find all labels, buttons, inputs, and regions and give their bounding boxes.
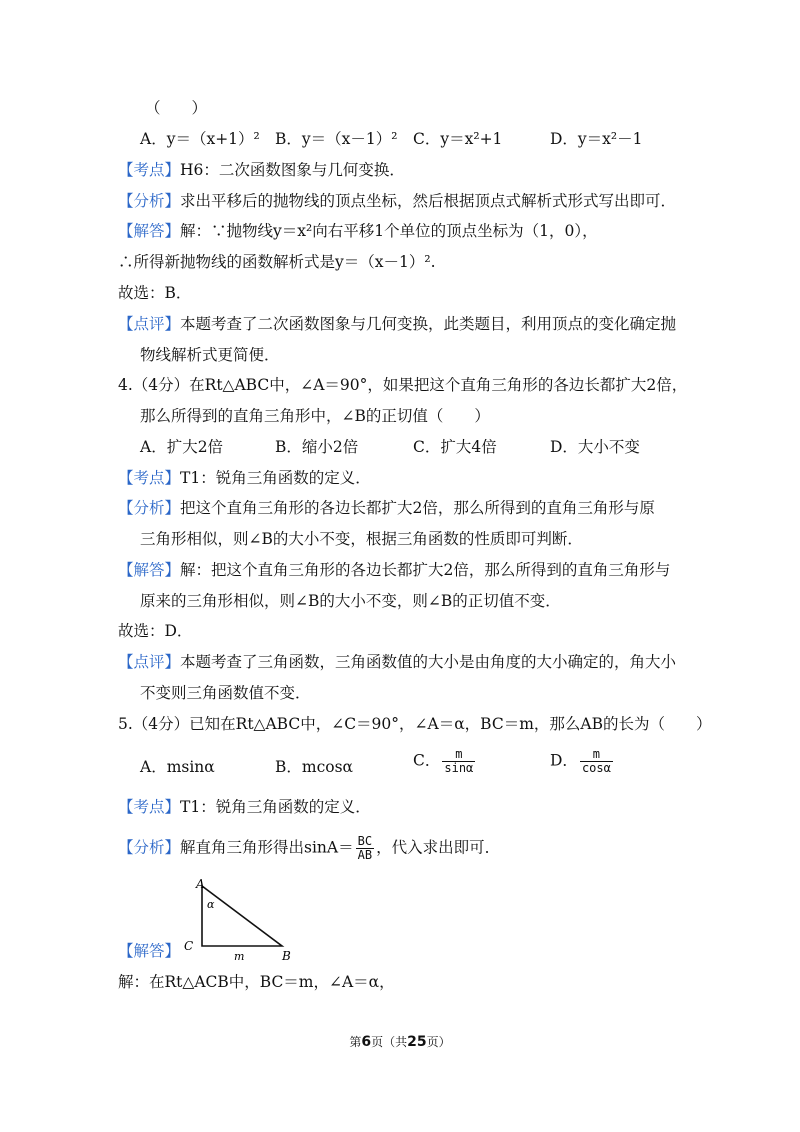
page-footer bbox=[0, 1033, 800, 1050]
q4-option-d: D．大小不变 bbox=[550, 438, 640, 456]
q3-dianping bbox=[118, 313, 676, 335]
q4-option-c: C．扩大4倍 bbox=[413, 438, 497, 456]
q4-dianping bbox=[118, 651, 676, 673]
q4-option-b: B．缩小2倍 bbox=[275, 438, 359, 456]
jieda-tag: 【解答】 bbox=[118, 942, 181, 960]
triangle-shape bbox=[202, 886, 282, 946]
dianping-tag: 【点评】 bbox=[118, 315, 181, 333]
q4-fenxi bbox=[118, 497, 655, 519]
q4-jieda-line2: 原来的三角形相似，则∠B的大小不变，则∠B的正切值不变． bbox=[140, 592, 561, 610]
jieda-tag: 【解答】 bbox=[118, 561, 181, 579]
q4-stem-line1: 4.（4分）在Rt△ABC中，∠A＝90°，如果把这个直角三角形的各边长都扩大2倍， bbox=[118, 376, 688, 394]
side-m-label: m bbox=[234, 950, 245, 962]
fenxi-tag: 【分析】 bbox=[118, 838, 181, 857]
angle-alpha-label: α bbox=[207, 898, 215, 911]
numerator: m bbox=[592, 747, 600, 761]
denominator: cosα bbox=[581, 761, 611, 775]
fraction bbox=[580, 748, 613, 775]
option-label: C． bbox=[413, 751, 441, 770]
footer-pre: 第 bbox=[349, 1035, 362, 1049]
q5-kaodian bbox=[118, 796, 371, 818]
q4-stem-line2: 那么所得到的直角三角形中，∠B的正切值（ ） bbox=[140, 407, 490, 425]
vertex-b-label: B bbox=[282, 949, 291, 962]
kaodian-text: T1：锐角三角函数的定义． bbox=[180, 469, 371, 487]
fenxi-text: 把这个直角三角形的各边长都扩大2倍，那么所得到的直角三角形与原 bbox=[180, 499, 655, 517]
vertex-c-label: C bbox=[184, 939, 194, 953]
q4-fenxi-line2: 三角形相似，则∠B的大小不变，根据三角函数的性质即可判断． bbox=[140, 530, 583, 548]
numerator: BC bbox=[357, 834, 373, 848]
kaodian-tag: 【考点】 bbox=[118, 161, 181, 179]
q5-option-d bbox=[550, 748, 615, 775]
fraction bbox=[442, 748, 475, 775]
fenxi-text: 求出平移后的抛物线的顶点坐标，然后根据顶点式解析式形式写出即可． bbox=[180, 192, 677, 210]
dianping-text: 本题考查了三角函数，三角函数值的大小是由角度的大小确定的，角大小 bbox=[180, 653, 677, 671]
q5-jieda-text: 解：在Rt△ACB中，BC＝m，∠A＝α， bbox=[118, 973, 395, 991]
kaodian-text: H6：二次函数图象与几何变换． bbox=[180, 161, 405, 179]
fenxi-text: 解直角三角形得出sinA＝ bbox=[180, 838, 354, 857]
footer-post: 页） bbox=[426, 1035, 451, 1049]
jieda-text: 解：∵抛物线y＝x²向右平移1个单位的顶点坐标为（1，0）， bbox=[180, 222, 598, 240]
kaodian-tag: 【考点】 bbox=[118, 798, 181, 816]
q5-option-b: B．mcosα bbox=[275, 758, 354, 776]
q3-option-a: A．y＝（x+1）² bbox=[140, 130, 260, 148]
dianping-tag: 【点评】 bbox=[118, 653, 181, 671]
kaodian-tag: 【考点】 bbox=[118, 469, 181, 487]
q5-stem: 5.（4分）已知在Rt△ABC中，∠C＝90°，∠A＝α，BC＝m，那么AB的长为（ ） bbox=[118, 715, 712, 733]
kaodian-text: T1：锐角三角函数的定义． bbox=[180, 798, 371, 816]
jieda-text: 解：把这个直角三角形的各边长都扩大2倍，那么所得到的直角三角形与 bbox=[180, 561, 671, 579]
footer-mid: 页（共 bbox=[371, 1035, 408, 1049]
q5-jieda-tag bbox=[118, 940, 180, 962]
denominator: AB bbox=[357, 848, 373, 862]
jieda-tag: 【解答】 bbox=[118, 222, 181, 240]
q4-answer: 故选：D． bbox=[118, 622, 193, 640]
q3-option-c: C．y＝x²+1 bbox=[413, 130, 503, 148]
q4-kaodian bbox=[118, 467, 371, 489]
triangle-figure bbox=[180, 876, 300, 962]
q4-jieda bbox=[118, 559, 670, 581]
q4-option-a: A．扩大2倍 bbox=[140, 438, 224, 456]
total-pages: 25 bbox=[407, 1034, 427, 1050]
dianping-text: 本题考查了二次函数图象与几何变换，此类题目，利用顶点的变化确定抛 bbox=[180, 315, 677, 333]
q3-answer: 故选：B． bbox=[118, 284, 192, 302]
q3-option-b: B．y＝（x－1）² bbox=[275, 130, 398, 148]
fenxi-tag: 【分析】 bbox=[118, 499, 181, 517]
denominator: sinα bbox=[444, 761, 474, 775]
page-number: 6 bbox=[361, 1034, 372, 1050]
q3-kaodian bbox=[118, 159, 405, 181]
vertex-a-label: A bbox=[196, 877, 205, 891]
q5-option-a: A．msinα bbox=[140, 758, 215, 776]
fraction bbox=[356, 835, 374, 862]
q3-paren: （ ） bbox=[145, 99, 208, 117]
q5-fenxi bbox=[118, 835, 500, 862]
q3-option-d: D．y＝x²－1 bbox=[550, 130, 643, 148]
q3-jieda-line2: ∴所得新抛物线的函数解析式是y＝（x－1）². bbox=[118, 253, 436, 271]
fenxi-text-end: ，代入求出即可． bbox=[376, 838, 501, 857]
q5-option-c bbox=[413, 748, 477, 775]
numerator: m bbox=[455, 747, 463, 761]
q4-dianping-line2: 不变则三角函数值不变． bbox=[140, 684, 311, 702]
option-label: D． bbox=[550, 751, 578, 770]
q3-jieda bbox=[118, 220, 598, 242]
q3-fenxi bbox=[118, 190, 676, 212]
fenxi-tag: 【分析】 bbox=[118, 192, 181, 210]
q3-dianping-line2: 物线解析式更简便． bbox=[140, 346, 280, 364]
